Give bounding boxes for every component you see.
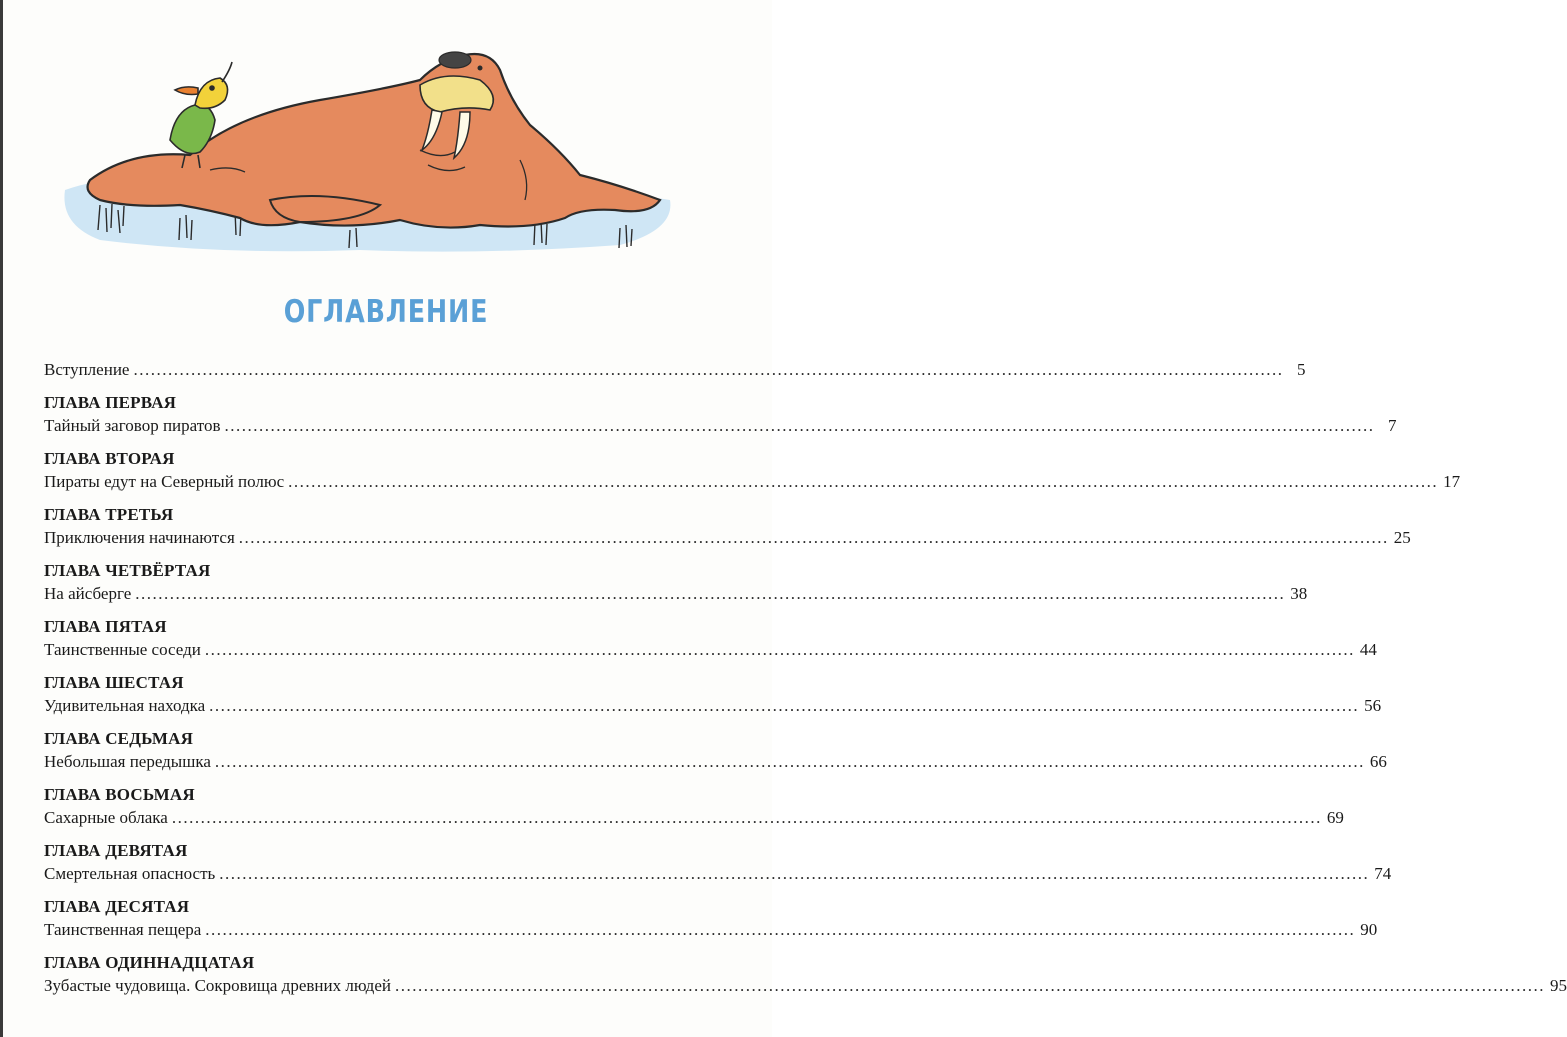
toc-chapter <box>44 504 1411 550</box>
toc-chapter-heading: ГЛАВА ПЕРВАЯ <box>44 393 177 412</box>
toc-entry-title: Удивительная находка <box>44 696 206 715</box>
toc-entry-title: Пираты едут на Северный полюс <box>44 472 285 491</box>
toc-entry-title: Тайный заговор пиратов <box>44 416 221 435</box>
walrus-and-bird-illustration <box>60 40 680 275</box>
toc-entry-page: 95 <box>1549 976 1567 995</box>
toc-chapter-heading: ГЛАВА ОДИННАДЦАТАЯ <box>44 953 255 972</box>
toc-chapter <box>44 616 1377 662</box>
toc-chapter-list <box>44 392 1567 998</box>
toc-entry-page: 38 <box>1290 584 1308 603</box>
toc-leader-dots: ........................................................................................................................................................................................................ <box>224 416 1375 435</box>
toc-leader-dots: ........................................................................................................................................................................................................ <box>288 472 1439 491</box>
toc-entry-title: Сахарные облака <box>44 808 168 827</box>
toc-entry-page: 5 <box>1296 360 1306 379</box>
toc-leader-dots: ........................................................................................................................................................................................................ <box>238 528 1389 547</box>
toc-chapter <box>44 672 1382 718</box>
toc-entry-page: 44 <box>1359 640 1377 659</box>
toc-leader-dots: ........................................................................................................................................................................................................ <box>204 640 1355 659</box>
page-edge <box>0 0 3 1037</box>
toc-entry[interactable] <box>44 414 1397 438</box>
toc-leader-dots: ........................................................................................................................................................................................................ <box>135 584 1286 603</box>
toc-entry-page: 74 <box>1374 864 1392 883</box>
toc-entry[interactable] <box>44 582 1308 606</box>
toc-entry-title: Приключения начинаются <box>44 528 235 547</box>
toc-chapter <box>44 560 1308 606</box>
toc-entry[interactable] <box>44 750 1387 774</box>
toc-leader-dots: ........................................................................................................................................................................................................ <box>394 976 1545 995</box>
toc-entry-title: Небольшая передышка <box>44 752 211 771</box>
toc-entry-page: 17 <box>1443 472 1461 491</box>
toc-entry-page: 90 <box>1360 920 1378 939</box>
toc-chapter <box>44 896 1378 942</box>
toc-entry-title: Зубастые чудовища. Сокровища древних людей <box>44 976 391 995</box>
toc-chapter-heading: ГЛАВА ДЕВЯТАЯ <box>44 841 188 860</box>
toc-leader-dots: ........................................................................................................................................................................................................ <box>171 808 1322 827</box>
toc-entry[interactable] <box>44 806 1344 830</box>
toc-chapter <box>44 392 1397 438</box>
toc-entry[interactable] <box>44 526 1411 550</box>
toc-leader-dots: ........................................................................................................................................................................................................ <box>205 920 1356 939</box>
table-of-contents <box>44 358 1567 998</box>
toc-chapter-heading: ГЛАВА ПЯТАЯ <box>44 617 167 636</box>
toc-entry-page: 25 <box>1393 528 1411 547</box>
toc-entry[interactable] <box>44 470 1461 494</box>
toc-chapter-heading: ГЛАВА ВОСЬМАЯ <box>44 785 195 804</box>
toc-chapter <box>44 840 1392 886</box>
toc-entry-intro[interactable] <box>44 358 1306 382</box>
toc-entry[interactable] <box>44 638 1377 662</box>
toc-chapter-heading: ГЛАВА ВТОРАЯ <box>44 449 175 468</box>
toc-chapter <box>44 728 1387 774</box>
toc-entry-page: 66 <box>1369 752 1387 771</box>
toc-entry-page: 69 <box>1326 808 1344 827</box>
toc-leader-dots: ........................................................................................................................................................................................................ <box>214 752 1365 771</box>
toc-chapter <box>44 448 1461 494</box>
toc-chapter <box>44 952 1567 998</box>
toc-chapter-heading: ГЛАВА СЕДЬМАЯ <box>44 729 194 748</box>
toc-entry-title: Таинственные соседи <box>44 640 201 659</box>
toc-entry-page: 7 <box>1387 416 1397 435</box>
toc-entry[interactable] <box>44 918 1378 942</box>
toc-leader-dots: ........................................................................................................................................................................................................ <box>209 696 1360 715</box>
toc-chapter-heading: ГЛАВА ТРЕТЬЯ <box>44 505 174 524</box>
toc-entry-page: 56 <box>1364 696 1382 715</box>
toc-title: ОГЛАВЛЕНИЕ <box>283 294 489 330</box>
toc-chapter <box>44 784 1344 830</box>
toc-chapter-heading: ГЛАВА ШЕСТАЯ <box>44 673 184 692</box>
toc-chapter-heading: ГЛАВА ЧЕТВЁРТАЯ <box>44 561 211 580</box>
toc-entry[interactable] <box>44 862 1392 886</box>
toc-leader-dots: ........................................................................................................................................................................................................ <box>133 360 1284 379</box>
toc-entry[interactable] <box>44 694 1382 718</box>
toc-chapter-heading: ГЛАВА ДЕСЯТАЯ <box>44 897 190 916</box>
toc-entry-title: Смертельная опасность <box>44 864 216 883</box>
toc-entry-title: Вступление <box>44 360 130 379</box>
toc-leader-dots: ........................................................................................................................................................................................................ <box>219 864 1370 883</box>
toc-entry-title: Таинственная пещера <box>44 920 202 939</box>
toc-entry[interactable] <box>44 974 1567 998</box>
toc-entry-title: На айсберге <box>44 584 132 603</box>
